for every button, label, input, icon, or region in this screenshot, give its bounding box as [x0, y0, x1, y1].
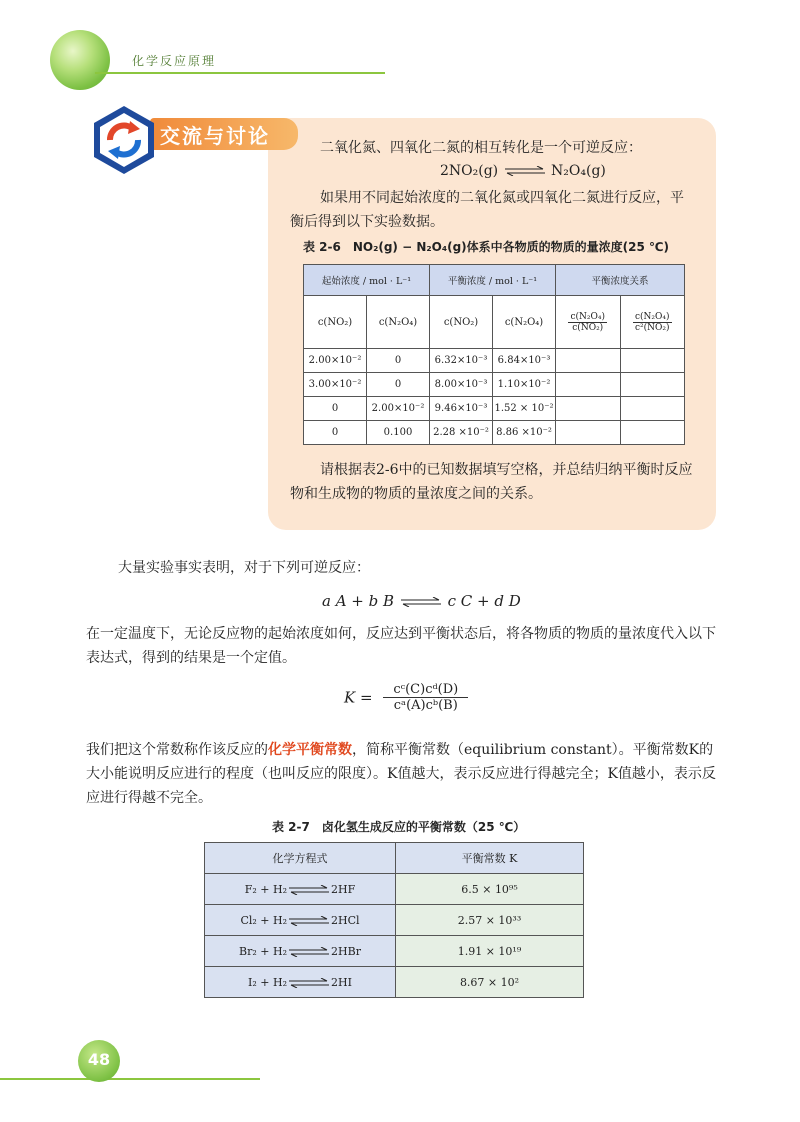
para2-text-a: 我们把这个常数称作该反应的 — [86, 742, 268, 758]
equation-right: N₂O₄(g) — [551, 163, 606, 179]
equilibrium-arrow-icon — [289, 916, 329, 926]
discussion-question: 请根据表2-6中的已知数据填写空格，并总结归纳平衡时反应物和生成物的物质的量浓度之间的关系。 — [290, 462, 693, 502]
k-numerator: cᶜ(C)cᵈ(D) — [383, 682, 468, 698]
cell: 2.00×10⁻² — [304, 349, 367, 373]
k-expression — [344, 682, 468, 713]
table-row — [304, 349, 685, 373]
blank-cell[interactable] — [620, 373, 685, 397]
eq-right: 2HCl — [331, 913, 360, 927]
ratio2-den: c²(NO₂) — [634, 322, 670, 333]
table-row — [304, 421, 685, 445]
body-paragraph-2 — [86, 738, 726, 810]
equilibrium-arrow-icon — [401, 597, 441, 607]
cell: 2.00×10⁻² — [367, 397, 430, 421]
cell: 8.86 ×10⁻² — [493, 421, 556, 445]
k-denominator: cᵃ(A)cᵇ(B) — [393, 698, 458, 713]
equation-cell — [205, 967, 396, 998]
ratio1-den: c(NO₂) — [572, 322, 604, 333]
table-2-7 — [204, 842, 584, 998]
cell: 0 — [367, 349, 430, 373]
table-row — [205, 874, 584, 905]
equilibrium-arrow-icon — [289, 947, 329, 957]
cell: 0 — [304, 397, 367, 421]
discussion-intro-2: 如果用不同起始浓度的二氧化氮或四氧化二氮进行反应，平衡后得到以下实验数据。 — [290, 190, 684, 230]
k-lhs: K = — [344, 688, 373, 707]
footer-rule — [0, 1078, 260, 1080]
k-cell: 8.67 × 10² — [396, 967, 584, 998]
col-c-no2-initial: c(NO₂) — [304, 296, 367, 349]
eq-left: Cl₂ + H₂ — [240, 913, 288, 927]
table-row — [205, 905, 584, 936]
group-equilibrium: 平衡浓度 / mol · L⁻¹ — [430, 265, 556, 296]
equation-cell — [205, 874, 396, 905]
table-2-6-caption: 表 2-6 NO₂(g) − N₂O₄(g)体系中各物质的物质的量浓度(25 ℃) — [303, 240, 670, 254]
table-2-6 — [303, 264, 685, 445]
para2-text-b: ，简称平衡常数（equilibrium constant）。平衡常数K的大小能说明反应进行的程度（也叫反应的限度）。K值越大，表示反应进行得越完全；K值越小，表示反应进行得越不完全。 — [86, 742, 716, 806]
discussion-label: 交流与讨论 — [160, 124, 270, 148]
header-logo-ball — [50, 30, 110, 90]
equation-left: 2NO₂(g) — [440, 163, 499, 179]
blank-cell[interactable] — [620, 397, 685, 421]
blank-cell[interactable] — [556, 349, 621, 373]
discussion-intro: 二氧化氮、四氧化二氮的相互转化是一个可逆反应： — [320, 140, 642, 156]
header-rule — [95, 72, 385, 74]
eq-left: F₂ + H₂ — [244, 882, 288, 896]
cell: 0.100 — [367, 421, 430, 445]
lead-paragraph: 大量实验事实表明，对于下列可逆反应： — [118, 560, 370, 576]
equilibrium-arrow-icon — [289, 978, 329, 988]
blank-cell[interactable] — [556, 397, 621, 421]
eq-right: 2HF — [331, 882, 356, 896]
col-c-n2o4-eq: c(N₂O₄) — [493, 296, 556, 349]
table-row — [304, 397, 685, 421]
blank-cell[interactable] — [556, 421, 621, 445]
blank-cell[interactable] — [556, 373, 621, 397]
ratio1-num: c(N₂O₄) — [570, 311, 606, 322]
table-row — [304, 373, 685, 397]
table-row — [205, 936, 584, 967]
exchange-icon — [88, 104, 160, 176]
col-c-n2o4-initial: c(N₂O₄) — [367, 296, 430, 349]
blank-cell[interactable] — [620, 421, 685, 445]
cell: 1.52 × 10⁻² — [493, 397, 556, 421]
cell: 2.28 ×10⁻² — [430, 421, 493, 445]
table-2-7-caption: 表 2-7 卤化氢生成反应的平衡常数（25 ℃） — [272, 820, 526, 834]
group-initial: 起始浓度 / mol · L⁻¹ — [304, 265, 430, 296]
general-equation — [322, 592, 521, 610]
k-cell: 1.91 × 10¹⁹ — [396, 936, 584, 967]
equilibrium-arrow-icon — [289, 885, 329, 895]
eq-right: 2HBr — [331, 944, 361, 958]
eq-left: Br₂ + H₂ — [239, 944, 288, 958]
cell: 3.00×10⁻² — [304, 373, 367, 397]
col-ratio-1 — [556, 296, 621, 349]
highlight-term: 化学平衡常数 — [268, 742, 352, 758]
cell: 8.00×10⁻³ — [430, 373, 493, 397]
equation-cell — [205, 905, 396, 936]
group-relation: 平衡浓度关系 — [556, 265, 685, 296]
col-ratio-2 — [620, 296, 685, 349]
cell: 0 — [304, 421, 367, 445]
col-c-no2-eq: c(NO₂) — [430, 296, 493, 349]
col-equation: 化学方程式 — [205, 843, 396, 874]
cell: 6.32×10⁻³ — [430, 349, 493, 373]
no2-n2o4-equation — [440, 163, 606, 179]
body-paragraph-1: 在一定温度下，无论反应物的起始浓度如何，反应达到平衡状态后，将各物质的物质的量浓度代入以下表达式，得到的结果是一个定值。 — [86, 626, 716, 666]
general-eq-left: a A + b B — [322, 592, 395, 610]
blank-cell[interactable] — [620, 349, 685, 373]
cell: 1.10×10⁻² — [493, 373, 556, 397]
general-eq-right: c C + d D — [447, 592, 521, 610]
k-cell: 6.5 × 10⁹⁵ — [396, 874, 584, 905]
ratio2-num: c(N₂O₄) — [634, 311, 670, 322]
cell: 9.46×10⁻³ — [430, 397, 493, 421]
k-cell: 2.57 × 10³³ — [396, 905, 584, 936]
eq-right: 2HI — [331, 975, 352, 989]
equation-cell — [205, 936, 396, 967]
cell: 0 — [367, 373, 430, 397]
cell: 6.84×10⁻³ — [493, 349, 556, 373]
col-k: 平衡常数 K — [396, 843, 584, 874]
eq-left: I₂ + H₂ — [248, 975, 288, 989]
page-number: 48 — [87, 1050, 111, 1069]
equilibrium-arrow-icon — [505, 166, 545, 176]
header-title: 化学反应原理 — [132, 54, 217, 68]
table-row — [205, 967, 584, 998]
